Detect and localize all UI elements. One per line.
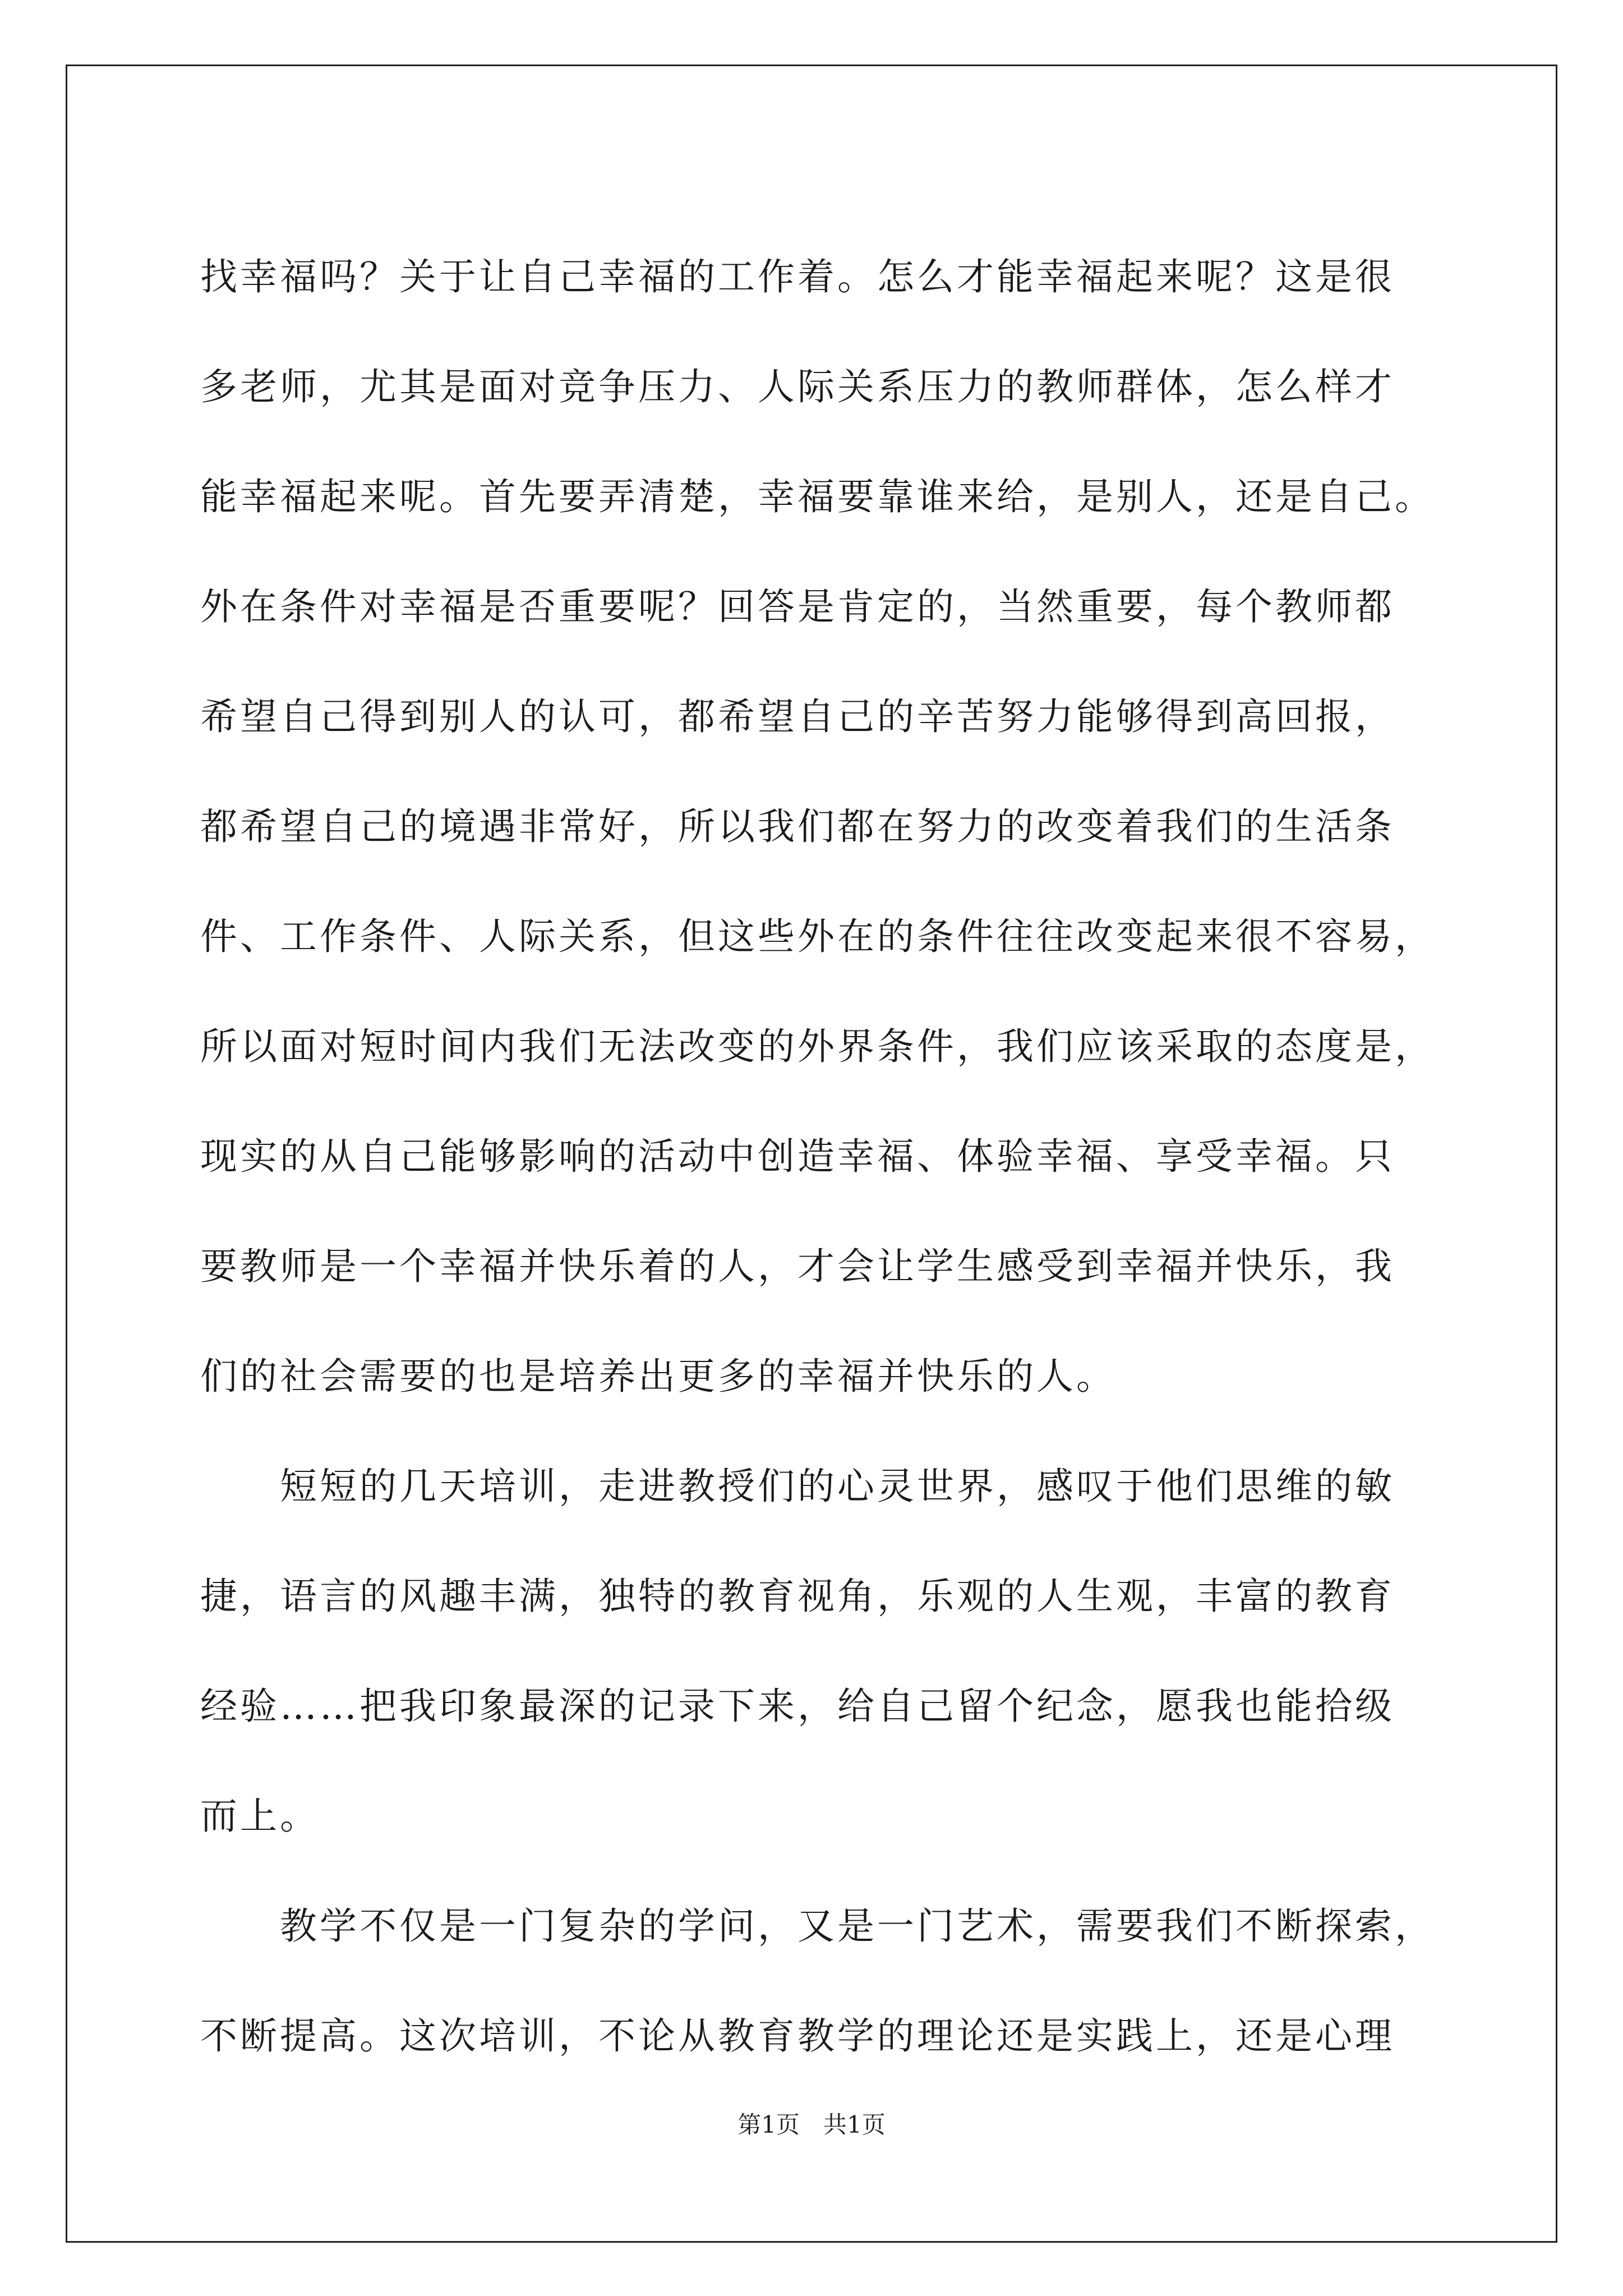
- document-body: [200, 222, 1435, 2091]
- text-line: 都希望自己的境遇非常好，所以我们都在努力的改变着我们的生活条: [200, 805, 1395, 848]
- text-line: 多老师，尤其是面对竞争压力、人际关系压力的教师群体，怎么样才: [200, 365, 1395, 408]
- text-line: 们的社会需要的也是培养出更多的幸福并快乐的人。: [200, 1355, 1116, 1398]
- text-line: 件、工作条件、人际关系，但这些外在的条件往往改变起来很不容易，: [200, 915, 1435, 958]
- text-line: 要教师是一个幸福并快乐着的人，才会让学生感受到幸福并快乐，我: [200, 1245, 1395, 1288]
- text-line: 所以面对短时间内我们无法改变的外界条件，我们应该采取的态度是，: [200, 1025, 1435, 1068]
- text-line: 希望自己得到别人的认可，都希望自己的辛苦努力能够得到高回报，: [200, 695, 1395, 738]
- text-line: 经验……把我印象最深的记录下来，给自己留个纪念，愿我也能拾级: [200, 1685, 1395, 1728]
- text-line: 能幸福起来呢。首先要弄清楚，幸福要靠谁来给，是别人，还是自己。: [200, 475, 1435, 518]
- page-number-footer: 第1页 共1页: [737, 2111, 886, 2138]
- text-line: 捷，语言的风趣丰满，独特的教育视角，乐观的人生观，丰富的教育: [200, 1575, 1395, 1618]
- text-line: 而上。: [200, 1795, 320, 1838]
- text-line: 现实的从自己能够影响的活动中创造幸福、体验幸福、享受幸福。只: [200, 1135, 1395, 1178]
- text-line: 不断提高。这次培训，不论从教育教学的理论还是实践上，还是心理: [200, 2014, 1395, 2058]
- text-line: 外在条件对幸福是否重要呢？回答是肯定的，当然重要，每个教师都: [200, 585, 1395, 628]
- text-line: 短短的几天培训，走进教授们的心灵世界，感叹于他们思维的敏: [200, 1465, 1395, 1508]
- text-line: 找幸福吗？关于让自己幸福的工作着。怎么才能幸福起来呢？这是很: [200, 255, 1395, 298]
- text-line: 教学不仅是一门复杂的学问，又是一门艺术，需要我们不断探索，: [200, 1904, 1435, 1948]
